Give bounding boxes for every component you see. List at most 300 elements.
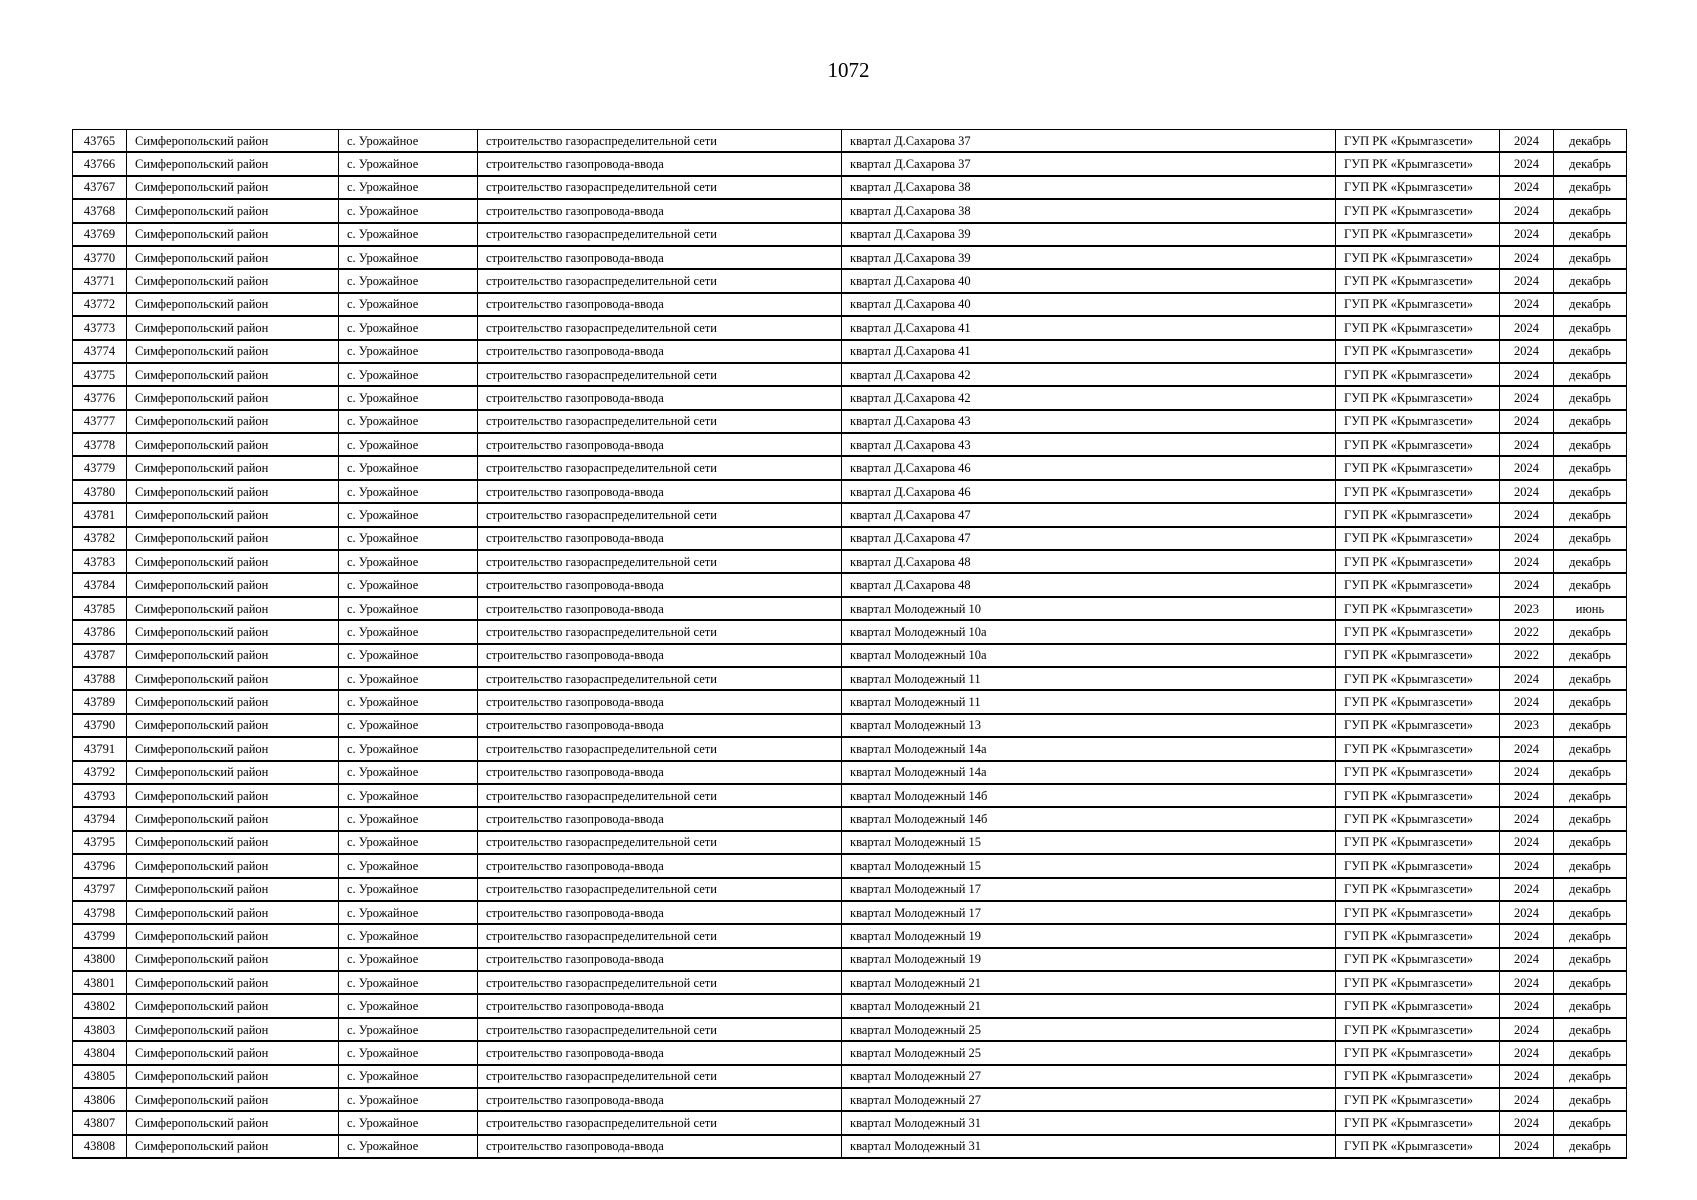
cell-district: Симферопольский район — [127, 994, 339, 1017]
cell-address: квартал Д.Сахарова 40 — [842, 269, 1336, 292]
cell-address: квартал Молодежный 17 — [842, 878, 1336, 901]
cell-operator: ГУП РК «Крымгазсети» — [1336, 410, 1500, 433]
cell-month: декабрь — [1554, 130, 1627, 153]
cell-month: декабрь — [1554, 503, 1627, 526]
cell-operator: ГУП РК «Крымгазсети» — [1336, 714, 1500, 737]
cell-locality: с. Урожайное — [339, 433, 478, 456]
table-row — [73, 246, 1627, 269]
cell-operator: ГУП РК «Крымгазсети» — [1336, 878, 1500, 901]
cell-month: декабрь — [1554, 410, 1627, 433]
cell-address: квартал Д.Сахарова 47 — [842, 527, 1336, 550]
cell-work-type: строительство газопровода-ввода — [478, 994, 842, 1017]
cell-year: 2024 — [1500, 948, 1554, 971]
cell-district: Симферопольский район — [127, 831, 339, 854]
cell-year: 2024 — [1500, 994, 1554, 1017]
cell-district: Симферопольский район — [127, 527, 339, 550]
cell-address: квартал Д.Сахарова 39 — [842, 246, 1336, 269]
cell-district: Симферопольский район — [127, 1088, 339, 1111]
cell-year: 2024 — [1500, 269, 1554, 292]
cell-work-type: строительство газопровода-ввода — [478, 152, 842, 175]
cell-record-number: 43787 — [73, 644, 127, 667]
table-row — [73, 223, 1627, 246]
cell-locality: с. Урожайное — [339, 620, 478, 643]
cell-address: квартал Молодежный 14б — [842, 807, 1336, 830]
table-row — [73, 480, 1627, 503]
cell-locality: с. Урожайное — [339, 597, 478, 620]
cell-record-number: 43769 — [73, 223, 127, 246]
cell-record-number: 43785 — [73, 597, 127, 620]
cell-operator: ГУП РК «Крымгазсети» — [1336, 1111, 1500, 1134]
cell-operator: ГУП РК «Крымгазсети» — [1336, 784, 1500, 807]
cell-work-type: строительство газопровода-ввода — [478, 1088, 842, 1111]
cell-record-number: 43807 — [73, 1111, 127, 1134]
cell-record-number: 43803 — [73, 1018, 127, 1041]
cell-operator: ГУП РК «Крымгазсети» — [1336, 737, 1500, 760]
cell-record-number: 43781 — [73, 503, 127, 526]
cell-operator: ГУП РК «Крымгазсети» — [1336, 199, 1500, 222]
cell-locality: с. Урожайное — [339, 176, 478, 199]
cell-district: Симферопольский район — [127, 784, 339, 807]
cell-address: квартал Д.Сахарова 42 — [842, 363, 1336, 386]
cell-district: Симферопольский район — [127, 714, 339, 737]
cell-record-number: 43799 — [73, 924, 127, 947]
table-row — [73, 176, 1627, 199]
cell-month: декабрь — [1554, 363, 1627, 386]
cell-work-type: строительство газопровода-ввода — [478, 433, 842, 456]
cell-work-type: строительство газораспределительной сети — [478, 971, 842, 994]
cell-record-number: 43788 — [73, 667, 127, 690]
cell-work-type: строительство газораспределительной сети — [478, 410, 842, 433]
cell-address: квартал Молодежный 10 — [842, 597, 1336, 620]
cell-district: Симферопольский район — [127, 948, 339, 971]
cell-operator: ГУП РК «Крымгазсети» — [1336, 386, 1500, 409]
cell-district: Симферопольский район — [127, 737, 339, 760]
cell-address: квартал Д.Сахарова 40 — [842, 293, 1336, 316]
cell-year: 2024 — [1500, 1088, 1554, 1111]
cell-operator: ГУП РК «Крымгазсети» — [1336, 901, 1500, 924]
cell-address: квартал Д.Сахарова 46 — [842, 480, 1336, 503]
cell-district: Симферопольский район — [127, 971, 339, 994]
table-row — [73, 293, 1627, 316]
cell-year: 2024 — [1500, 152, 1554, 175]
cell-district: Симферопольский район — [127, 597, 339, 620]
cell-year: 2024 — [1500, 433, 1554, 456]
cell-work-type: строительство газораспределительной сети — [478, 667, 842, 690]
cell-month: декабрь — [1554, 1018, 1627, 1041]
cell-year: 2024 — [1500, 503, 1554, 526]
cell-operator: ГУП РК «Крымгазсети» — [1336, 269, 1500, 292]
cell-month: декабрь — [1554, 1135, 1627, 1158]
cell-district: Симферопольский район — [127, 223, 339, 246]
table-row — [73, 152, 1627, 175]
cell-month: декабрь — [1554, 293, 1627, 316]
table-row — [73, 386, 1627, 409]
cell-month: декабрь — [1554, 807, 1627, 830]
cell-record-number: 43800 — [73, 948, 127, 971]
cell-district: Симферопольский район — [127, 480, 339, 503]
cell-record-number: 43770 — [73, 246, 127, 269]
cell-locality: с. Урожайное — [339, 340, 478, 363]
cell-district: Симферопольский район — [127, 807, 339, 830]
cell-address: квартал Д.Сахарова 39 — [842, 223, 1336, 246]
cell-district: Симферопольский район — [127, 363, 339, 386]
cell-address: квартал Д.Сахарова 41 — [842, 340, 1336, 363]
cell-month: декабрь — [1554, 924, 1627, 947]
cell-district: Симферопольский район — [127, 1041, 339, 1064]
cell-record-number: 43789 — [73, 690, 127, 713]
cell-district: Симферопольский район — [127, 1111, 339, 1134]
cell-operator: ГУП РК «Крымгазсети» — [1336, 433, 1500, 456]
cell-operator: ГУП РК «Крымгазсети» — [1336, 690, 1500, 713]
cell-operator: ГУП РК «Крымгазсети» — [1336, 994, 1500, 1017]
cell-month: декабрь — [1554, 1041, 1627, 1064]
table-row — [73, 363, 1627, 386]
cell-address: квартал Д.Сахарова 43 — [842, 433, 1336, 456]
cell-locality: с. Урожайное — [339, 223, 478, 246]
table-row — [73, 1088, 1627, 1111]
table-row — [73, 761, 1627, 784]
table-row — [73, 971, 1627, 994]
cell-address: квартал Молодежный 27 — [842, 1065, 1336, 1088]
cell-address: квартал Молодежный 11 — [842, 667, 1336, 690]
cell-work-type: строительство газопровода-ввода — [478, 199, 842, 222]
cell-district: Симферопольский район — [127, 386, 339, 409]
cell-record-number: 43782 — [73, 527, 127, 550]
table-row — [73, 340, 1627, 363]
cell-year: 2022 — [1500, 644, 1554, 667]
table-row — [73, 807, 1627, 830]
cell-work-type: строительство газораспределительной сети — [478, 503, 842, 526]
cell-record-number: 43777 — [73, 410, 127, 433]
cell-address: квартал Д.Сахарова 47 — [842, 503, 1336, 526]
cell-address: квартал Молодежный 14а — [842, 761, 1336, 784]
cell-address: квартал Молодежный 21 — [842, 971, 1336, 994]
cell-operator: ГУП РК «Крымгазсети» — [1336, 644, 1500, 667]
cell-year: 2024 — [1500, 831, 1554, 854]
cell-locality: с. Урожайное — [339, 246, 478, 269]
cell-year: 2024 — [1500, 480, 1554, 503]
cell-locality: с. Урожайное — [339, 924, 478, 947]
cell-work-type: строительство газопровода-ввода — [478, 386, 842, 409]
cell-work-type: строительство газораспределительной сети — [478, 1065, 842, 1088]
cell-locality: с. Урожайное — [339, 527, 478, 550]
cell-work-type: строительство газопровода-ввода — [478, 293, 842, 316]
cell-year: 2024 — [1500, 410, 1554, 433]
registry-table — [72, 129, 1627, 1159]
cell-operator: ГУП РК «Крымгазсети» — [1336, 152, 1500, 175]
cell-district: Симферопольский район — [127, 1135, 339, 1158]
cell-record-number: 43786 — [73, 620, 127, 643]
cell-month: декабрь — [1554, 1111, 1627, 1134]
cell-month: декабрь — [1554, 761, 1627, 784]
cell-record-number: 43768 — [73, 199, 127, 222]
cell-locality: с. Урожайное — [339, 831, 478, 854]
cell-locality: с. Урожайное — [339, 386, 478, 409]
cell-operator: ГУП РК «Крымгазсети» — [1336, 1135, 1500, 1158]
cell-year: 2024 — [1500, 807, 1554, 830]
table-row — [73, 1041, 1627, 1064]
cell-year: 2024 — [1500, 901, 1554, 924]
cell-district: Симферопольский район — [127, 667, 339, 690]
cell-month: декабрь — [1554, 480, 1627, 503]
cell-district: Симферопольский район — [127, 269, 339, 292]
cell-locality: с. Урожайное — [339, 269, 478, 292]
cell-work-type: строительство газопровода-ввода — [478, 690, 842, 713]
table-row — [73, 714, 1627, 737]
cell-operator: ГУП РК «Крымгазсети» — [1336, 550, 1500, 573]
cell-operator: ГУП РК «Крымгазсети» — [1336, 971, 1500, 994]
cell-month: декабрь — [1554, 784, 1627, 807]
cell-work-type: строительство газораспределительной сети — [478, 1111, 842, 1134]
cell-work-type: строительство газораспределительной сети — [478, 176, 842, 199]
cell-work-type: строительство газопровода-ввода — [478, 480, 842, 503]
cell-address: квартал Молодежный 21 — [842, 994, 1336, 1017]
cell-address: квартал Д.Сахарова 37 — [842, 130, 1336, 153]
cell-record-number: 43805 — [73, 1065, 127, 1088]
cell-work-type: строительство газораспределительной сети — [478, 737, 842, 760]
cell-locality: с. Урожайное — [339, 1111, 478, 1134]
cell-month: декабрь — [1554, 644, 1627, 667]
cell-address: квартал Д.Сахарова 38 — [842, 199, 1336, 222]
cell-work-type: строительство газораспределительной сети — [478, 620, 842, 643]
cell-work-type: строительство газораспределительной сети — [478, 784, 842, 807]
cell-record-number: 43798 — [73, 901, 127, 924]
table-row — [73, 597, 1627, 620]
cell-month: декабрь — [1554, 269, 1627, 292]
cell-locality: с. Урожайное — [339, 456, 478, 479]
cell-address: квартал Д.Сахарова 48 — [842, 573, 1336, 596]
cell-district: Симферопольский район — [127, 573, 339, 596]
cell-locality: с. Урожайное — [339, 1135, 478, 1158]
cell-record-number: 43772 — [73, 293, 127, 316]
table-row — [73, 784, 1627, 807]
cell-operator: ГУП РК «Крымгазсети» — [1336, 948, 1500, 971]
cell-district: Симферопольский район — [127, 1018, 339, 1041]
cell-operator: ГУП РК «Крымгазсети» — [1336, 597, 1500, 620]
cell-locality: с. Урожайное — [339, 644, 478, 667]
cell-month: декабрь — [1554, 316, 1627, 339]
table-row — [73, 410, 1627, 433]
cell-address: квартал Молодежный 14а — [842, 737, 1336, 760]
table-row — [73, 1065, 1627, 1088]
cell-record-number: 43773 — [73, 316, 127, 339]
cell-record-number: 43795 — [73, 831, 127, 854]
cell-year: 2024 — [1500, 1135, 1554, 1158]
cell-operator: ГУП РК «Крымгазсети» — [1336, 456, 1500, 479]
cell-year: 2024 — [1500, 199, 1554, 222]
table-row — [73, 737, 1627, 760]
cell-month: декабрь — [1554, 1065, 1627, 1088]
cell-address: квартал Молодежный 31 — [842, 1111, 1336, 1134]
cell-work-type: строительство газопровода-ввода — [478, 761, 842, 784]
cell-operator: ГУП РК «Крымгазсети» — [1336, 340, 1500, 363]
cell-record-number: 43797 — [73, 878, 127, 901]
cell-district: Симферопольский район — [127, 130, 339, 153]
cell-work-type: строительство газораспределительной сети — [478, 878, 842, 901]
cell-operator: ГУП РК «Крымгазсети» — [1336, 223, 1500, 246]
cell-work-type: строительство газораспределительной сети — [478, 269, 842, 292]
cell-month: декабрь — [1554, 690, 1627, 713]
cell-locality: с. Урожайное — [339, 854, 478, 877]
cell-month: декабрь — [1554, 667, 1627, 690]
cell-district: Симферопольский район — [127, 620, 339, 643]
cell-work-type: строительство газопровода-ввода — [478, 573, 842, 596]
cell-address: квартал Молодежный 15 — [842, 854, 1336, 877]
cell-address: квартал Молодежный 10а — [842, 644, 1336, 667]
cell-year: 2024 — [1500, 223, 1554, 246]
cell-work-type: строительство газопровода-ввода — [478, 246, 842, 269]
cell-locality: с. Урожайное — [339, 948, 478, 971]
cell-month: декабрь — [1554, 620, 1627, 643]
cell-work-type: строительство газораспределительной сети — [478, 456, 842, 479]
cell-locality: с. Урожайное — [339, 199, 478, 222]
cell-record-number: 43774 — [73, 340, 127, 363]
cell-address: квартал Молодежный 13 — [842, 714, 1336, 737]
cell-record-number: 43771 — [73, 269, 127, 292]
table-row — [73, 456, 1627, 479]
cell-locality: с. Урожайное — [339, 573, 478, 596]
cell-month: июнь — [1554, 597, 1627, 620]
cell-work-type: строительство газопровода-ввода — [478, 854, 842, 877]
cell-district: Симферопольский район — [127, 854, 339, 877]
cell-locality: с. Урожайное — [339, 878, 478, 901]
cell-locality: с. Урожайное — [339, 480, 478, 503]
cell-year: 2023 — [1500, 597, 1554, 620]
cell-operator: ГУП РК «Крымгазсети» — [1336, 831, 1500, 854]
cell-district: Симферопольский район — [127, 456, 339, 479]
table-row — [73, 527, 1627, 550]
table-row — [73, 831, 1627, 854]
cell-work-type: строительство газораспределительной сети — [478, 831, 842, 854]
cell-operator: ГУП РК «Крымгазсети» — [1336, 807, 1500, 830]
cell-record-number: 43776 — [73, 386, 127, 409]
cell-address: квартал Д.Сахарова 46 — [842, 456, 1336, 479]
cell-district: Симферопольский район — [127, 503, 339, 526]
cell-month: декабрь — [1554, 340, 1627, 363]
cell-locality: с. Урожайное — [339, 667, 478, 690]
cell-month: декабрь — [1554, 199, 1627, 222]
cell-operator: ГУП РК «Крымгазсети» — [1336, 854, 1500, 877]
table-row — [73, 316, 1627, 339]
cell-record-number: 43779 — [73, 456, 127, 479]
cell-locality: с. Урожайное — [339, 737, 478, 760]
cell-operator: ГУП РК «Крымгазсети» — [1336, 573, 1500, 596]
cell-address: квартал Молодежный 15 — [842, 831, 1336, 854]
table-row — [73, 948, 1627, 971]
cell-address: квартал Д.Сахарова 37 — [842, 152, 1336, 175]
cell-work-type: строительство газопровода-ввода — [478, 948, 842, 971]
cell-year: 2024 — [1500, 340, 1554, 363]
cell-month: декабрь — [1554, 831, 1627, 854]
cell-year: 2024 — [1500, 971, 1554, 994]
cell-address: квартал Молодежный 25 — [842, 1041, 1336, 1064]
cell-operator: ГУП РК «Крымгазсети» — [1336, 667, 1500, 690]
cell-address: квартал Д.Сахарова 42 — [842, 386, 1336, 409]
cell-record-number: 43791 — [73, 737, 127, 760]
cell-district: Симферопольский район — [127, 152, 339, 175]
cell-district: Симферопольский район — [127, 340, 339, 363]
cell-record-number: 43793 — [73, 784, 127, 807]
cell-year: 2022 — [1500, 620, 1554, 643]
cell-work-type: строительство газораспределительной сети — [478, 1018, 842, 1041]
registry-table-body — [73, 130, 1627, 1159]
cell-district: Симферопольский район — [127, 199, 339, 222]
cell-operator: ГУП РК «Крымгазсети» — [1336, 130, 1500, 153]
cell-record-number: 43804 — [73, 1041, 127, 1064]
table-row — [73, 269, 1627, 292]
cell-district: Симферопольский район — [127, 433, 339, 456]
cell-district: Симферопольский район — [127, 644, 339, 667]
cell-operator: ГУП РК «Крымгазсети» — [1336, 293, 1500, 316]
cell-year: 2024 — [1500, 246, 1554, 269]
cell-locality: с. Урожайное — [339, 761, 478, 784]
cell-year: 2024 — [1500, 550, 1554, 573]
cell-address: квартал Молодежный 11 — [842, 690, 1336, 713]
cell-record-number: 43775 — [73, 363, 127, 386]
cell-address: квартал Молодежный 31 — [842, 1135, 1336, 1158]
cell-month: декабрь — [1554, 901, 1627, 924]
cell-month: декабрь — [1554, 994, 1627, 1017]
cell-operator: ГУП РК «Крымгазсети» — [1336, 480, 1500, 503]
cell-record-number: 43801 — [73, 971, 127, 994]
table-row — [73, 573, 1627, 596]
cell-district: Симферопольский район — [127, 410, 339, 433]
cell-operator: ГУП РК «Крымгазсети» — [1336, 1065, 1500, 1088]
cell-locality: с. Урожайное — [339, 784, 478, 807]
table-row — [73, 924, 1627, 947]
table-row — [73, 199, 1627, 222]
cell-month: декабрь — [1554, 246, 1627, 269]
cell-locality: с. Урожайное — [339, 363, 478, 386]
cell-address: квартал Молодежный 14б — [842, 784, 1336, 807]
cell-work-type: строительство газопровода-ввода — [478, 901, 842, 924]
cell-work-type: строительство газораспределительной сети — [478, 223, 842, 246]
cell-month: декабрь — [1554, 878, 1627, 901]
cell-locality: с. Урожайное — [339, 1041, 478, 1064]
cell-month: декабрь — [1554, 433, 1627, 456]
cell-district: Симферопольский район — [127, 316, 339, 339]
cell-year: 2024 — [1500, 784, 1554, 807]
cell-locality: с. Урожайное — [339, 1088, 478, 1111]
cell-district: Симферопольский район — [127, 176, 339, 199]
cell-work-type: строительство газораспределительной сети — [478, 550, 842, 573]
cell-year: 2024 — [1500, 1041, 1554, 1064]
table-row — [73, 994, 1627, 1017]
cell-work-type: строительство газопровода-ввода — [478, 340, 842, 363]
cell-record-number: 43784 — [73, 573, 127, 596]
cell-year: 2024 — [1500, 573, 1554, 596]
cell-record-number: 43802 — [73, 994, 127, 1017]
cell-record-number: 43766 — [73, 152, 127, 175]
cell-address: квартал Д.Сахарова 41 — [842, 316, 1336, 339]
cell-operator: ГУП РК «Крымгазсети» — [1336, 503, 1500, 526]
cell-year: 2024 — [1500, 363, 1554, 386]
cell-record-number: 43792 — [73, 761, 127, 784]
cell-year: 2024 — [1500, 667, 1554, 690]
cell-address: квартал Молодежный 17 — [842, 901, 1336, 924]
table-row — [73, 130, 1627, 153]
cell-locality: с. Урожайное — [339, 293, 478, 316]
table-row — [73, 433, 1627, 456]
cell-month: декабрь — [1554, 223, 1627, 246]
table-row — [73, 1018, 1627, 1041]
table-row — [73, 901, 1627, 924]
cell-year: 2024 — [1500, 1111, 1554, 1134]
cell-locality: с. Урожайное — [339, 130, 478, 153]
cell-operator: ГУП РК «Крымгазсети» — [1336, 176, 1500, 199]
cell-locality: с. Урожайное — [339, 1018, 478, 1041]
cell-record-number: 43796 — [73, 854, 127, 877]
